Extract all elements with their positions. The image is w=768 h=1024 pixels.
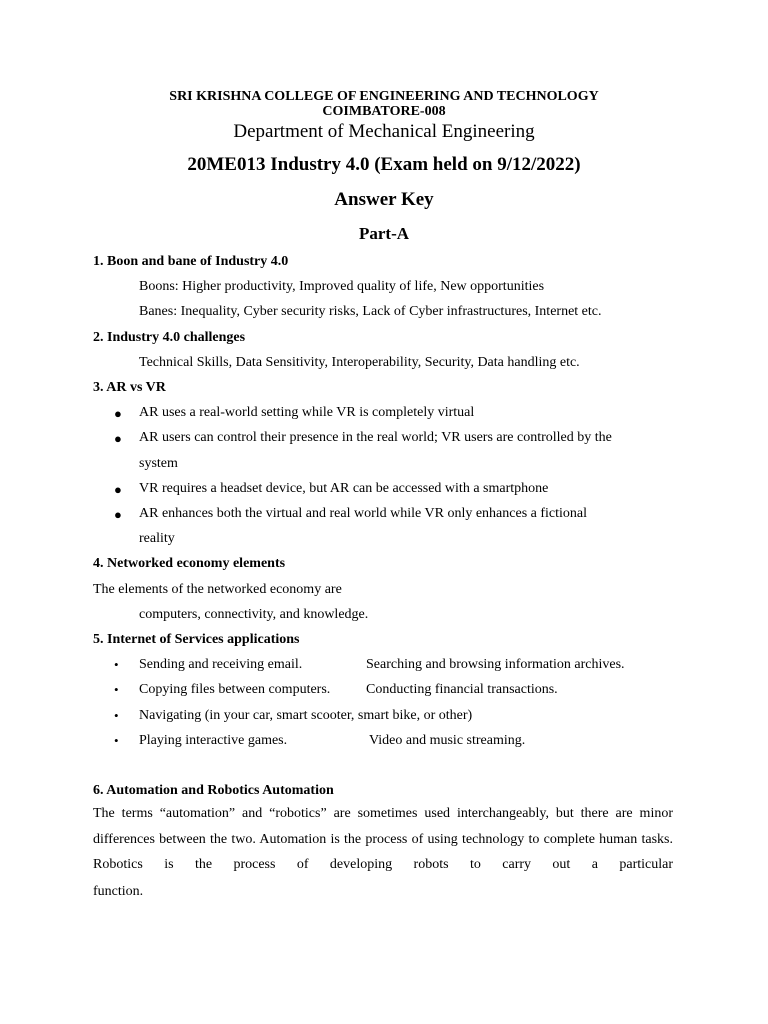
question-2-heading: 2. Industry 4.0 challenges <box>93 330 246 345</box>
q3-item: AR uses a real-world setting while VR is completely virtual <box>139 405 475 420</box>
q3-item-continuation: system <box>139 456 178 471</box>
q3-item: AR enhances both the virtual and real world while VR only enhances a fictional <box>139 506 587 521</box>
question-5-heading: 5. Internet of Services applications <box>93 632 300 647</box>
bullet-icon: • <box>114 708 119 723</box>
institution-name: SRI KRISHNA COLLEGE OF ENGINEERING AND TECHNOLOGY <box>169 89 599 104</box>
q3-item: AR users can control their presence in the real world; VR users are controlled by the <box>139 430 612 445</box>
q3-item: VR requires a headset device, but AR can be accessed with a smartphone <box>139 481 549 496</box>
department-title: Department of Mechanical Engineering <box>233 121 535 142</box>
question-4-heading: 4. Networked economy elements <box>93 556 286 571</box>
bullet-icon: ● <box>114 482 122 497</box>
q5-item: Sending and receiving email. <box>139 657 303 672</box>
question-6-heading: 6. Automation and Robotics Automation <box>93 783 334 798</box>
bullet-icon: ● <box>114 406 122 421</box>
question-3-heading: 3. AR vs VR <box>93 380 166 395</box>
q5-item-second: Conducting financial transactions. <box>366 682 558 697</box>
course-title: 20ME013 Industry 4.0 (Exam held on 9/12/2022) <box>187 154 581 175</box>
bullet-icon: • <box>114 733 119 748</box>
q4-intro: The elements of the networked economy are <box>93 582 342 597</box>
q5-item: Navigating (in your car, smart scooter, smart bike, or other) <box>139 708 473 723</box>
bullet-icon: ● <box>114 431 122 446</box>
q5-item-second: Video and music streaming. <box>369 733 526 748</box>
q3-item-continuation: reality <box>139 531 175 546</box>
q6-paragraph-end: function. <box>93 884 144 899</box>
bullet-icon: • <box>114 682 119 697</box>
q1-banes: Banes: Inequality, Cyber security risks, Lack of Cyber infrastructures, Internet etc. <box>139 304 602 319</box>
q5-item-second: Searching and browsing information archives. <box>366 657 625 672</box>
part-heading: Part-A <box>358 224 410 243</box>
institution-location: COIMBATORE-008 <box>322 104 446 119</box>
q2-answer: Technical Skills, Data Sensitivity, Interoperability, Security, Data handling etc. <box>139 355 580 370</box>
q5-item: Copying files between computers. <box>139 682 331 697</box>
bullet-icon: ● <box>114 507 122 522</box>
question-1-heading: 1. Boon and bane of Industry 4.0 <box>93 254 289 269</box>
q4-answer: computers, connectivity, and knowledge. <box>139 607 369 622</box>
q1-boons: Boons: Higher productivity, Improved quality of life, New opportunities <box>139 279 545 294</box>
answer-key-title: Answer Key <box>334 189 434 210</box>
q6-paragraph: The terms “automation” and “robotics” are sometimes used interchangeably, but there are minor differences between the two. Automation is the process of using technology to complete human tasks. Robotics is the process of developing robots to carry out a particular <box>93 806 673 872</box>
bullet-icon: • <box>114 657 119 672</box>
q5-item: Playing interactive games. <box>139 733 288 748</box>
